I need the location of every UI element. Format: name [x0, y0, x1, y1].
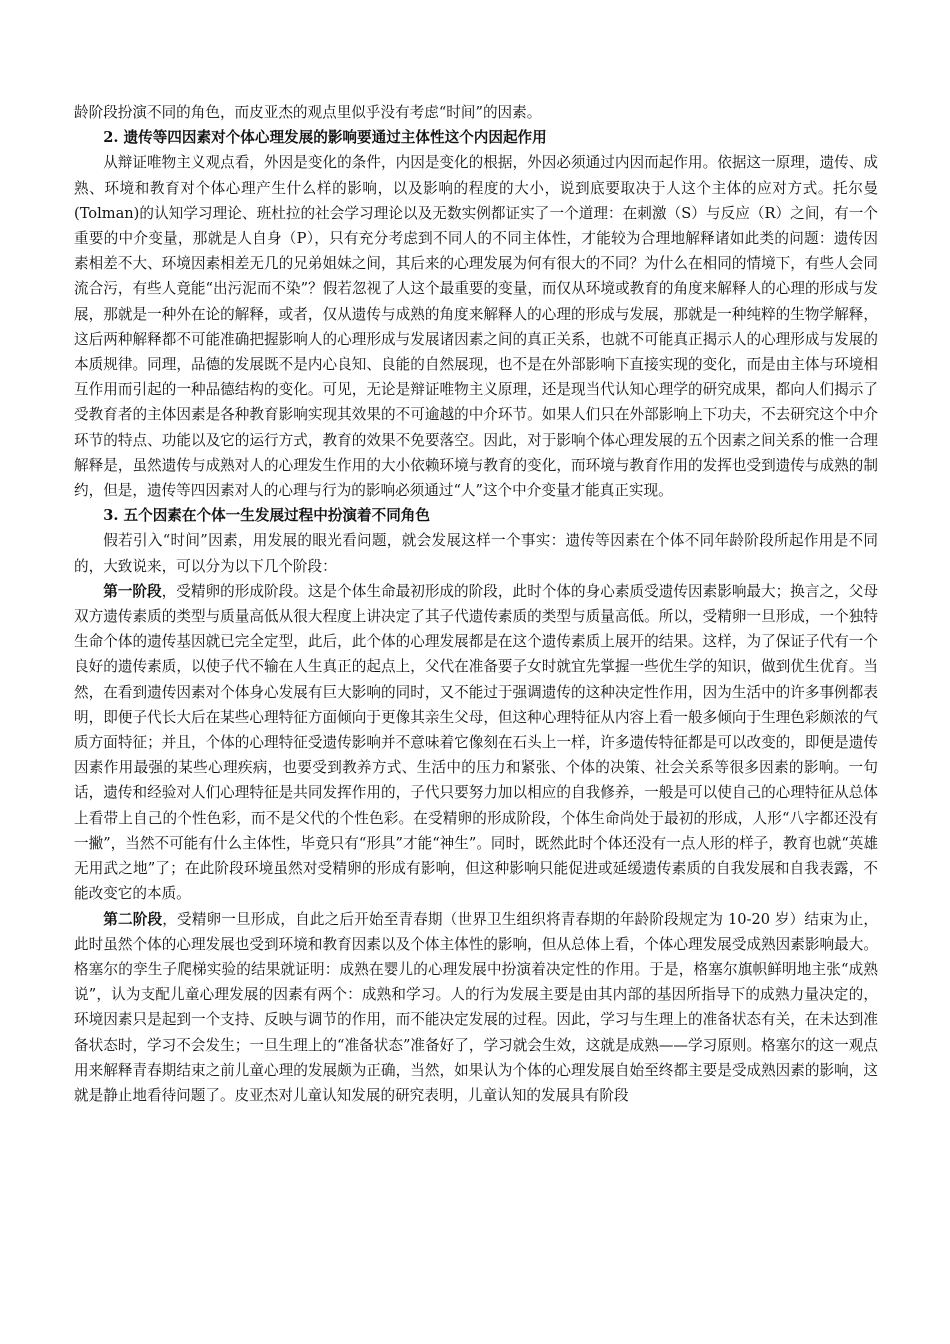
- stage-2-text: ，受精卵一旦形成，自此之后开始至青春期（世界卫生组织将青春期的年龄阶段规定为 10-20 岁）结束为止，此时虽然个体的心理发展也受到环境和教育因素以及个体主体性的影响，但从总体上看，个体心理发展受成熟因素影响最大。格塞尔的孪生子爬梯实验的结果就证明：成熟在婴儿的心理发展中扮演着决定性的作用。于是，格塞尔旗帜鲜明地主张“成熟说”，认为支配儿童心理发展的因素有两个：成熟和学习。人的行为发展主要是由其内部的基因所指导下的成熟力量决定的，环境因素只是起到一个支持、反映与调节的作用，而不能决定发展的过程。因此，学习与生理上的准备状态有关，在未达到准备状态时，学习不会发生；一旦生理上的“准备状态”准备好了，学习就会生效，这就是成熟——学习原则。格塞尔的这一观点用来解释青春期结束之前儿童心理的发展颇为正确，当然，如果认为个体的心理发展自始至终都主要是受成熟因素的影响，这就是静止地看待问题了。皮亚杰对儿童认知发展的研究表明，儿童认知的发展具有阶段: [74, 910, 878, 1104]
- paragraph-stage-1: [74, 579, 878, 907]
- paragraph-time-factor: 假若引入“时间”因素，用发展的眼光看问题，就会发展这样一个事实：遗传等因素在个体不同年龄阶段所起作用是不同的，大致说来，可以分为以下几个阶段：: [74, 532, 878, 575]
- stage-1-text: ，受精卵的形成阶段。这是个体生命最初形成的阶段，此时个体的身心素质受遗传因素影响最大；换言之，父母双方遗传素质的类型与质量高低从很大程度上讲决定了其子代遗传素质的类型与质量高低。所以，受精卵一旦形成，一个独特生命个体的遗传基因就已完全定型，此后，此个体的心理发展都是在这个遗传素质上展开的结果。这样，为了保证子代有一个良好的遗传素质，以使子代不输在人生真正的起点上，父代在准备要子女时就宜先掌握一些优生学的知识，做到优生优育。当然，在看到遗传因素对个体身心发展有巨大影响的同时，又不能过于强调遗传的这种决定性作用，因为生活中的许多事例都表明，即便子代长大后在某些心理特征方面倾向于更像其亲生父母，但这种心理特征从内容上看一般多倾向于生理色彩颇浓的气质方面特征；并且，个体的心理特征受遗传影响并不意味着它像刻在石头上一样，许多遗传特征都是可以改变的，即便是遗传因素作用最强的某些心理疾病，也要受到教养方式、生活中的压力和紧张、个体的决策、社会关系等很多因素的影响。一句话，遗传和经验对人们心理特征是共同发挥作用的，子代只要努力加以相应的自我修养，一般是可以使自己的心理特征从总体上看带上自己的个性色彩，而不是父代的个性色彩。在受精卵的形成阶段，个体生命尚处于最初的形成，人形“八字都还没有一撇”，当然不可能有什么主体性，毕竟只有“形具”才能“神生”。同时，既然此时个体还没有一点人形的样子，教育也就“英雄无用武之地”了；在此阶段环境虽然对受精卵的形成有影响，但这种影响只能促进或延缓遗传素质的自我发展和自我表露，不能改变它的本质。: [74, 582, 878, 903]
- section-heading-2: 2. 遗传等四因素对个体心理发展的影响要通过主体性这个内因起作用: [103, 129, 547, 147]
- paragraph-stage-2: [74, 907, 878, 1109]
- document-page: [74, 100, 878, 1108]
- paragraph-subjectivity: 从辩证唯物主义观点看，外因是变化的条件，内因是变化的根据，外因必须通过内因而起作用。依据这一原理，遗传、成熟、环境和教育对个体心理产生什么样的影响，以及影响的程度的大小，说到底要取决于人这个主体的应对方式。托尔曼(Tolman)的认知学习理论、班杜拉的社会学习理论以及无数实例都证实了一个道理：在刺激（S）与反应（R）之间，有一个重要的中介变量，那就是人自身（P），只有充分考虑到不同人的不同主体性，才能较为合理地解释诸如此类的问题：遗传因素相差不大、环境因素相差无几的兄弟姐妹之间，其后来的心理发展为何有很大的不同？为什么在相同的情境下，有些人会同流合污，有些人竟能“出污泥而不染”？假若忽视了人这个最重要的变量，而仅从环境或教育的角度来解释人的心理的形成与发展，那就是一种外在论的解释，或者，仅从遗传与成熟的角度来解释人的心理的形成与发展，那就是一种纯粹的生物学解释，这后两种解释都不可能准确把握影响人的心理形成与发展诸因素之间的真正关系，也就不可能真正揭示人的心理形成与发展的本质规律。同理，品德的发展既不是内心良知、良能的自然展现，也不是在外部影响下直接实现的变化，而是由主体与环境相互作用而引起的一种品德结构的变化。可见，无论是辩证唯物主义原理，还是现当代认知心理学的研究成果，都向人们揭示了受教育者的主体因素是各种教育影响实现其效果的不可逾越的中介环节。如果人们只在外部影响上下功夫，不去研究这个中介环节的特点、功能以及它的运行方式，教育的效果不免要落空。因此，对于影响个体心理发展的五个因素之间关系的惟一合理解释是，虽然遗传与成熟对人的心理发生作用的大小依赖环境与教育的变化，而环境与教育作用的发挥也受到遗传与成熟的制约，但是，遗传等四因素对人的心理与行为的影响必须通过“人”这个中介变量才能真正实现。: [74, 154, 878, 500]
- section-heading-3: 3. 五个因素在个体一生发展过程中扮演着不同角色: [103, 507, 430, 525]
- stage-2-label: 第二阶段: [103, 910, 163, 928]
- paragraph-continuation: 龄阶段扮演不同的角色，而皮亚杰的观点里似乎没有考虑“时间”的因素。: [74, 104, 542, 121]
- stage-1-label: 第一阶段: [103, 582, 162, 600]
